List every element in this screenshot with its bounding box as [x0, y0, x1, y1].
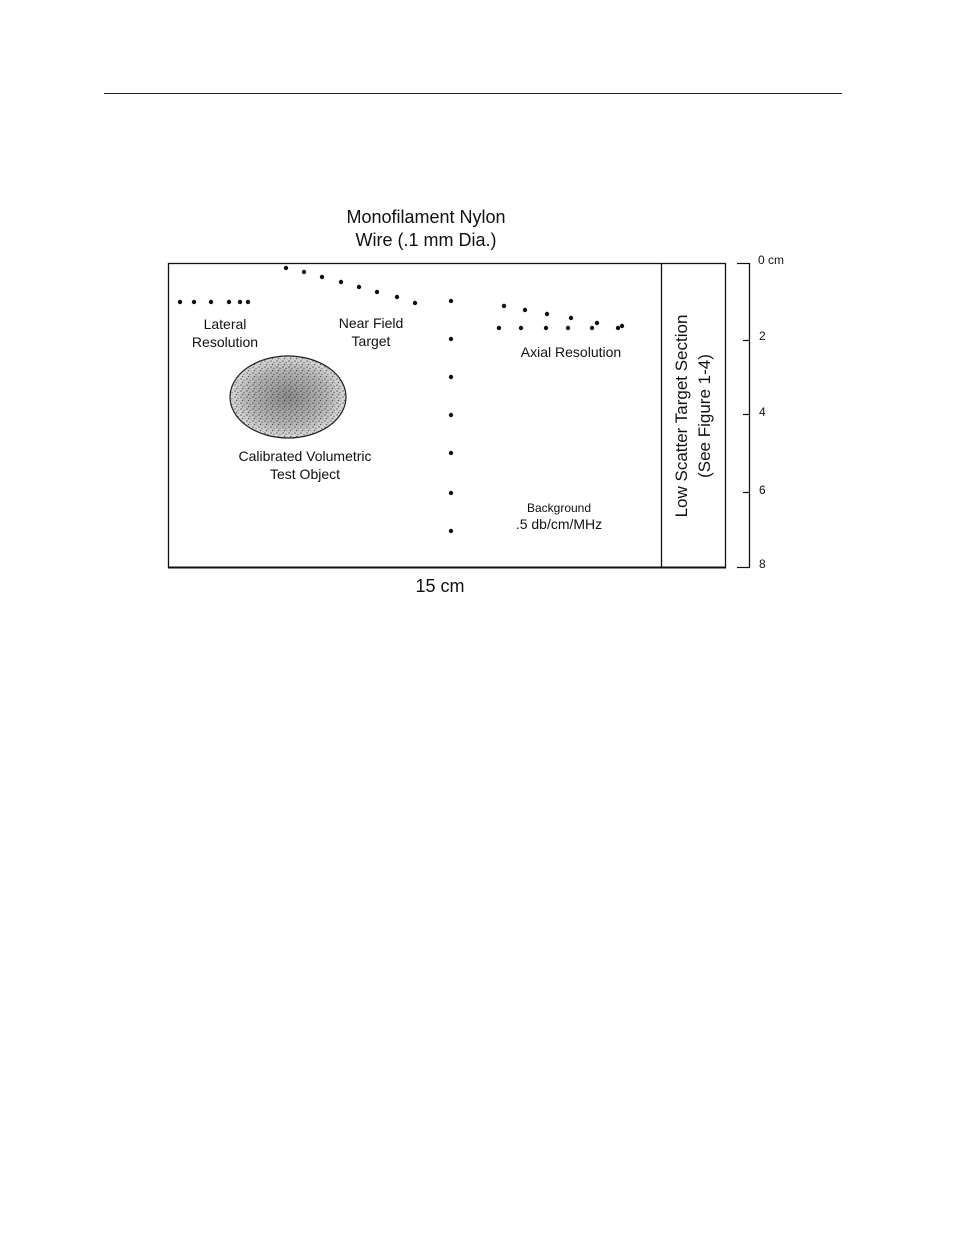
depth-label-6: 6: [759, 483, 766, 497]
wire-dot: [544, 326, 548, 330]
near-field-line1: Near Field: [338, 315, 404, 331]
wire-dot: [227, 300, 231, 304]
wire-dot: [449, 491, 453, 495]
lateral-resolution-wires: [178, 300, 250, 304]
wire-dot: [449, 413, 453, 417]
depth-label-2: 2: [759, 329, 766, 343]
wire-dot: [375, 290, 379, 294]
volumetric-test-object-shading: [231, 357, 345, 437]
wire-dot: [449, 299, 453, 303]
wire-dot: [519, 326, 523, 330]
wire-dot: [569, 316, 573, 320]
wire-dot: [497, 326, 501, 330]
low-scatter-line2: (See Figure 1-4): [695, 354, 714, 478]
depth-label-0: 0 cm: [758, 253, 785, 267]
wire-dot: [357, 285, 361, 289]
low-scatter-line1: Low Scatter Target Section: [672, 314, 692, 518]
depth-wire-column: [449, 299, 453, 533]
wire-dot: [192, 300, 196, 304]
wire-dot: [284, 266, 288, 270]
wire-dot: [449, 375, 453, 379]
wire-dot: [616, 326, 620, 330]
background-attenuation: .5 db/cm/MHz: [515, 516, 603, 532]
wire-dot: [209, 300, 213, 304]
near-field-wires: [284, 266, 417, 305]
wire-dot: [178, 300, 182, 304]
near-field-line2: Target: [351, 332, 391, 349]
width-label: 15 cm: [415, 576, 465, 596]
near-field-target-label: [321, 315, 421, 350]
wire-dot: [620, 324, 624, 328]
depth-label-4: 4: [759, 405, 766, 419]
wire-dot: [590, 326, 594, 330]
background-line1: Background: [526, 501, 592, 515]
wire-dot: [413, 301, 417, 305]
lateral-resolution-line2: Resolution: [191, 333, 259, 350]
wire-dot: [595, 321, 599, 325]
axial-resolution-label: Axial Resolution: [520, 344, 622, 360]
wire-dot: [395, 295, 399, 299]
volumetric-line1: Calibrated Volumetric: [238, 448, 372, 464]
depth-label-8: 8: [759, 557, 766, 571]
wire-dot: [449, 337, 453, 341]
wire-dot: [339, 280, 343, 284]
wire-dot: [320, 275, 324, 279]
axial-resolution-wires: [497, 304, 624, 330]
wire-dot: [502, 304, 506, 308]
wire-dot: [246, 300, 250, 304]
wire-dot: [449, 451, 453, 455]
wire-dot: [523, 308, 527, 312]
background-label: [497, 501, 621, 534]
wire-dot: [545, 312, 549, 316]
wire-dot: [302, 270, 306, 274]
lateral-resolution-line1: Lateral: [203, 316, 247, 332]
wire-title-line2: Wire (.1 mm Dia.): [355, 229, 497, 250]
wire-dot: [238, 300, 242, 304]
wire-dot: [449, 529, 453, 533]
lateral-resolution-label: [175, 316, 275, 351]
volumetric-test-object-label: [215, 448, 395, 483]
wire-title-line1: Monofilament Nylon: [346, 207, 506, 227]
volumetric-line2: Test Object: [269, 465, 341, 482]
wire-dot: [566, 326, 570, 330]
